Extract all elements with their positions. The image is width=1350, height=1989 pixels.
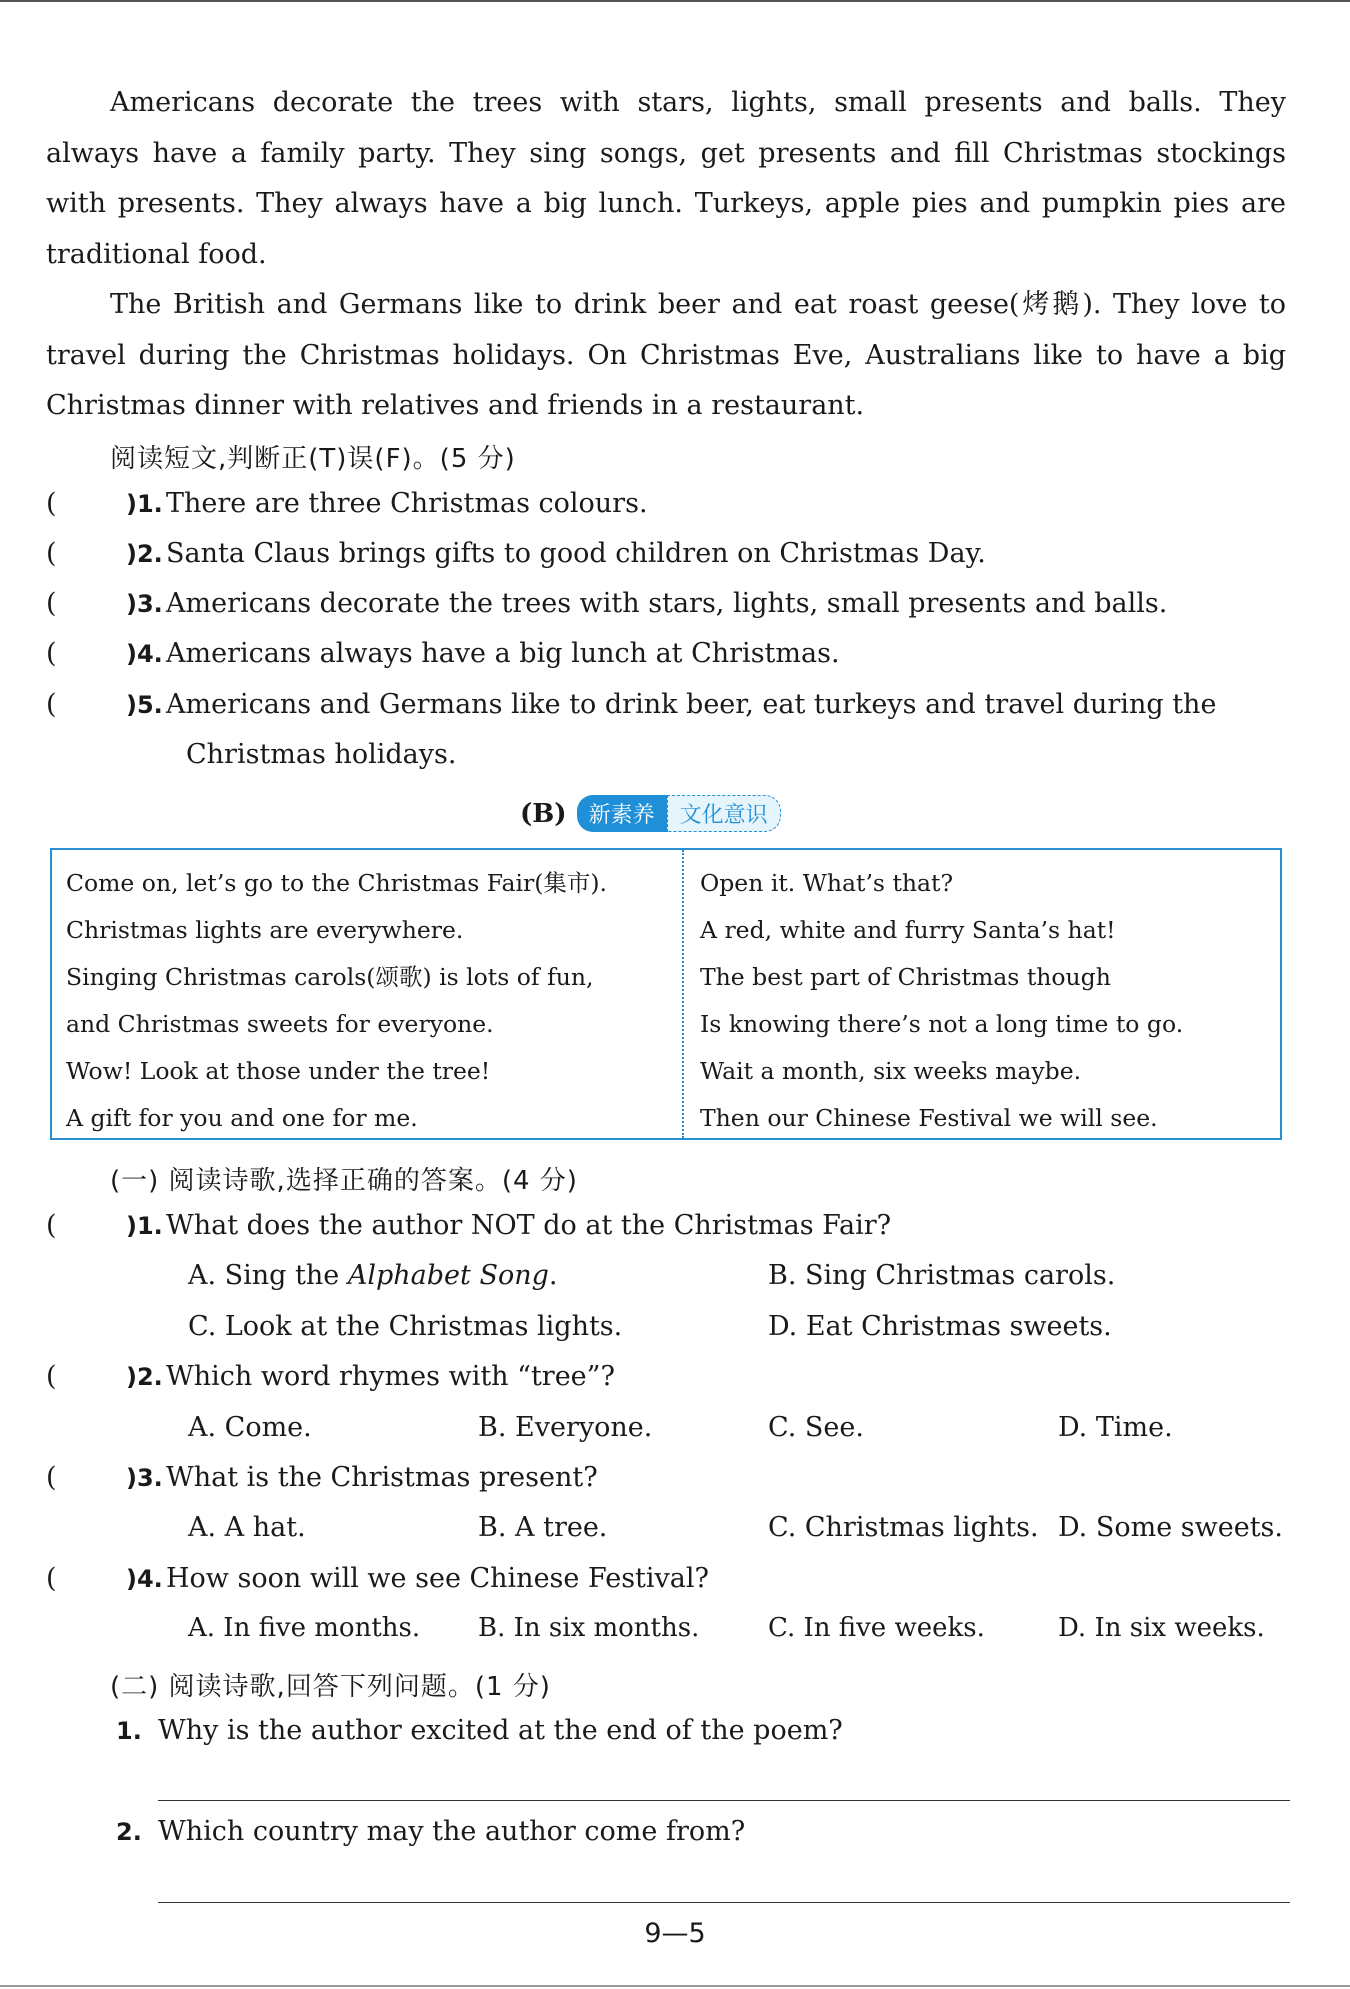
tf-question-1: [46, 488, 648, 519]
question-number: 1.: [116, 1717, 142, 1745]
mc-q2-option-b[interactable]: B. Everyone.: [478, 1412, 653, 1443]
mc-q1-option-d[interactable]: D. Eat Christmas sweets.: [768, 1311, 1112, 1342]
question-text: There are three Christmas colours.: [166, 488, 648, 519]
option-text: A. Sing the: [188, 1260, 348, 1291]
poem-line: Singing Christmas carols(颂歌) is lots of fun,: [66, 963, 594, 991]
question-number: 2.: [116, 1818, 142, 1846]
question-text: What does the author NOT do at the Christmas Fair?: [166, 1210, 892, 1241]
question-text: Which country may the author come from?: [158, 1816, 746, 1847]
poem-line: Wait a month, six weeks maybe.: [700, 1057, 1082, 1085]
mc-q4-option-a[interactable]: A. In five months.: [188, 1613, 421, 1643]
mc-q3-option-a[interactable]: A. A hat.: [188, 1512, 306, 1543]
poem-line: Then our Chinese Festival we will see.: [700, 1104, 1158, 1132]
mc-q1-option-b[interactable]: B. Sing Christmas carols.: [768, 1260, 1116, 1291]
question-text: Santa Claus brings gifts to good children on Christmas Day.: [166, 538, 986, 569]
tf-question-4: [46, 638, 840, 669]
poem-line: and Christmas sweets for everyone.: [66, 1010, 494, 1038]
mc-q1-option-a[interactable]: [188, 1260, 557, 1291]
mc-question-3: [46, 1462, 598, 1493]
question-text: Why is the author excited at the end of the poem?: [158, 1715, 843, 1746]
answer-line-1[interactable]: [158, 1800, 1290, 1801]
answer-blank[interactable]: (: [46, 538, 57, 569]
answer-blank[interactable]: (: [46, 638, 57, 669]
section-b-label: (B): [520, 798, 567, 829]
new-literacy-badge: 新素养: [577, 795, 667, 832]
question-number: )3.: [126, 590, 163, 618]
question-number: )1.: [126, 490, 163, 518]
answer-blank[interactable]: (: [46, 488, 57, 519]
mc-instruction: (一) 阅读诗歌,选择正确的答案。(4 分): [110, 1166, 578, 1196]
answer-blank[interactable]: (: [46, 1361, 57, 1392]
answer-blank[interactable]: (: [46, 588, 57, 619]
qa-question-1: [116, 1715, 843, 1746]
poem-divider: [682, 850, 684, 1138]
question-text: How soon will we see Chinese Festival?: [166, 1563, 710, 1594]
answer-blank[interactable]: (: [46, 689, 57, 720]
poem-line: A gift for you and one for me.: [66, 1104, 418, 1132]
poem-line: The best part of Christmas though: [700, 963, 1111, 991]
question-text: Americans decorate the trees with stars, lights, small presents and balls.: [166, 588, 1168, 619]
answer-blank[interactable]: (: [46, 1462, 57, 1493]
question-number: )5.: [126, 691, 163, 719]
top-rule: [0, 0, 1350, 2]
qa-question-2: [116, 1816, 745, 1847]
poem-right-column: [700, 860, 1183, 1142]
tf-instruction: 阅读短文,判断正(T)误(F)。(5 分): [110, 444, 516, 474]
mc-q4-option-b[interactable]: B. In six months.: [478, 1613, 700, 1643]
question-number: )1.: [126, 1212, 163, 1240]
poem-line: Come on, let’s go to the Christmas Fair(集市).: [66, 869, 608, 897]
question-number: )2.: [126, 540, 163, 568]
mc-q2-option-a[interactable]: A. Come.: [188, 1412, 312, 1443]
bottom-rule: [0, 1985, 1350, 1987]
poem-box: [50, 848, 1282, 1140]
mc-q4-option-c[interactable]: C. In five weeks.: [768, 1613, 985, 1643]
question-text: Americans and Germans like to drink beer, eat turkeys and travel during the: [166, 689, 1217, 720]
mc-question-4: [46, 1563, 709, 1594]
tf-question-5-continued: Christmas holidays.: [186, 739, 457, 770]
answer-line-2[interactable]: [158, 1902, 1290, 1903]
poem-line: Open it. What’s that?: [700, 869, 954, 897]
tf-question-5: [46, 689, 1216, 720]
poem-line: Christmas lights are everywhere.: [66, 916, 464, 944]
passage-paragraph-1: Americans decorate the trees with stars, lights, small presents and balls. They always have a family party. They sing songs, get presents and fill Christmas stockings with presents. They always have a big lunch. Turkeys, apple pies and pumpkin pies are traditional food.: [46, 87, 1286, 270]
answer-blank[interactable]: (: [46, 1210, 57, 1241]
poem-line: Is knowing there’s not a long time to go.: [700, 1010, 1184, 1038]
poem-left-column: [66, 860, 607, 1142]
option-text: .: [548, 1260, 558, 1291]
passage-paragraph-2: The British and Germans like to drink beer and eat roast geese(烤鹅). They love to travel during the Christmas holidays. On Christmas Eve, Australians like to have a big Christmas dinner with relatives and friends in a restaurant.: [46, 289, 1286, 421]
tf-question-2: [46, 538, 986, 569]
question-number: )4.: [126, 1565, 163, 1593]
poem-line: Wow! Look at those under the tree!: [66, 1057, 491, 1085]
question-number: )3.: [126, 1464, 163, 1492]
mc-q4-option-d[interactable]: D. In six weeks.: [1058, 1613, 1265, 1643]
mc-q2-option-d[interactable]: D. Time.: [1058, 1412, 1173, 1443]
mc-q1-option-c[interactable]: C. Look at the Christmas lights.: [188, 1311, 623, 1342]
qa-instruction: (二) 阅读诗歌,回答下列问题。(1 分): [110, 1672, 551, 1702]
mc-q3-option-c[interactable]: C. Christmas lights.: [768, 1512, 1039, 1543]
section-b-header: [520, 795, 781, 832]
mc-q3-option-d[interactable]: D. Some sweets.: [1058, 1512, 1283, 1543]
mc-question-1: [46, 1210, 891, 1241]
question-number: )4.: [126, 640, 163, 668]
cultural-awareness-badge: 文化意识: [667, 795, 781, 832]
question-text: Which word rhymes with “tree”?: [166, 1361, 615, 1392]
option-italic-text: Alphabet Song: [347, 1260, 549, 1291]
mc-q2-option-c[interactable]: C. See.: [768, 1412, 864, 1443]
question-text: What is the Christmas present?: [166, 1462, 598, 1493]
mc-q3-option-b[interactable]: B. A tree.: [478, 1512, 608, 1543]
mc-question-2: [46, 1361, 615, 1392]
page-number: 9—5: [644, 1918, 706, 1949]
question-text: Americans always have a big lunch at Christmas.: [166, 638, 840, 669]
answer-blank[interactable]: (: [46, 1563, 57, 1594]
tf-question-3: [46, 588, 1167, 619]
question-number: )2.: [126, 1363, 163, 1391]
poem-line: A red, white and furry Santa’s hat!: [700, 916, 1116, 944]
